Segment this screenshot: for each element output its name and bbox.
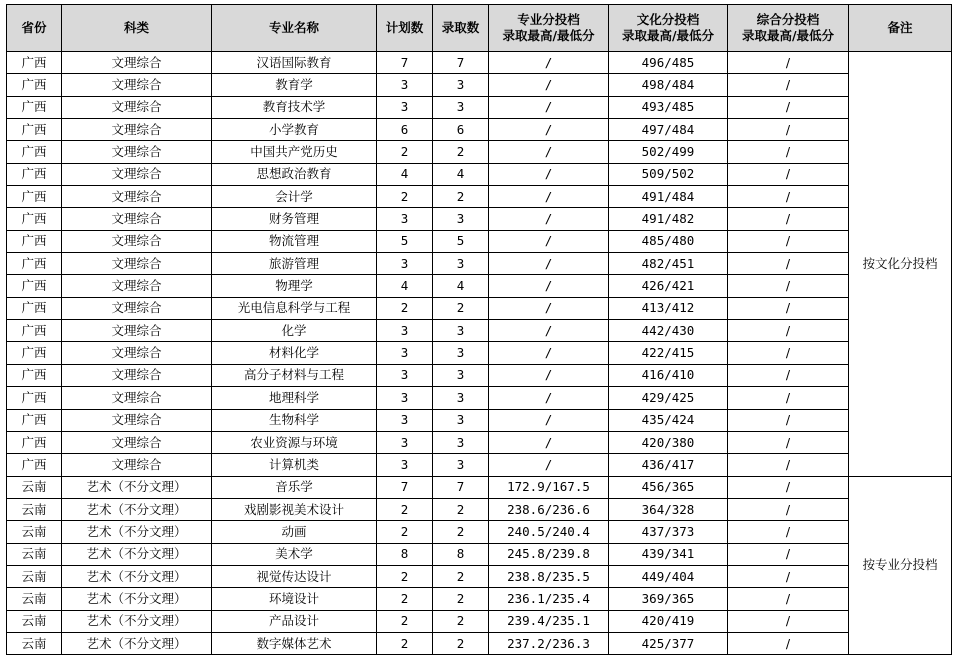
- header-cultural-line1: 文化分投档: [636, 12, 700, 27]
- cell-province: 广西: [7, 253, 62, 275]
- cell-major: 会计学: [212, 186, 377, 208]
- cell-cultural-score: 485/480: [609, 230, 728, 252]
- cell-admitted: 3: [433, 74, 489, 96]
- cell-admitted: 3: [433, 387, 489, 409]
- cell-admitted: 2: [433, 588, 489, 610]
- cell-cultural-score: 422/415: [609, 342, 728, 364]
- table-row: [7, 208, 952, 230]
- cell-plan: 2: [377, 297, 433, 319]
- cell-cultural-score: 442/430: [609, 320, 728, 342]
- table-row: [7, 297, 952, 319]
- cell-professional-score: /: [489, 230, 609, 252]
- cell-cultural-score: 498/484: [609, 74, 728, 96]
- cell-professional-score: 238.8/235.5: [489, 565, 609, 587]
- cell-composite-score: /: [728, 543, 849, 565]
- cell-province: 云南: [7, 565, 62, 587]
- cell-major: 教育学: [212, 74, 377, 96]
- cell-province: 广西: [7, 320, 62, 342]
- cell-province: 广西: [7, 275, 62, 297]
- cell-admitted: 8: [433, 543, 489, 565]
- cell-composite-score: /: [728, 253, 849, 275]
- table-row: [7, 342, 952, 364]
- cell-composite-score: /: [728, 96, 849, 118]
- header-professional-line2: 录取最高/最低分: [502, 28, 595, 43]
- cell-category: 文理综合: [62, 52, 212, 74]
- table-row: [7, 141, 952, 163]
- table-row: [7, 476, 952, 498]
- cell-category: 艺术（不分文理）: [62, 498, 212, 520]
- cell-province: 云南: [7, 610, 62, 632]
- cell-cultural-score: 456/365: [609, 476, 728, 498]
- cell-province: 广西: [7, 454, 62, 476]
- cell-admitted: 7: [433, 476, 489, 498]
- cell-plan: 4: [377, 163, 433, 185]
- table-row: [7, 253, 952, 275]
- cell-composite-score: /: [728, 141, 849, 163]
- cell-composite-score: /: [728, 476, 849, 498]
- cell-major: 计算机类: [212, 454, 377, 476]
- header-cultural-line2: 录取最高/最低分: [621, 28, 715, 43]
- cell-major: 材料化学: [212, 342, 377, 364]
- cell-professional-score: 239.4/235.1: [489, 610, 609, 632]
- header-row: [7, 5, 952, 52]
- cell-major: 音乐学: [212, 476, 377, 498]
- cell-cultural-score: 491/484: [609, 186, 728, 208]
- cell-province: 广西: [7, 96, 62, 118]
- cell-province: 广西: [7, 141, 62, 163]
- cell-composite-score: /: [728, 342, 849, 364]
- cell-composite-score: /: [728, 387, 849, 409]
- cell-composite-score: /: [728, 431, 849, 453]
- table-row: [7, 74, 952, 96]
- cell-plan: 6: [377, 119, 433, 141]
- cell-professional-score: 236.1/235.4: [489, 588, 609, 610]
- table-row: [7, 498, 952, 520]
- cell-admitted: 3: [433, 454, 489, 476]
- cell-cultural-score: 493/485: [609, 96, 728, 118]
- cell-professional-score: 172.9/167.5: [489, 476, 609, 498]
- cell-professional-score: /: [489, 454, 609, 476]
- cell-admitted: 3: [433, 320, 489, 342]
- cell-plan: 2: [377, 632, 433, 654]
- cell-admitted: 3: [433, 96, 489, 118]
- cell-composite-score: /: [728, 632, 849, 654]
- cell-province: 云南: [7, 476, 62, 498]
- table-row: [7, 610, 952, 632]
- cell-professional-score: /: [489, 163, 609, 185]
- table-row: [7, 52, 952, 74]
- cell-category: 文理综合: [62, 74, 212, 96]
- cell-plan: 8: [377, 543, 433, 565]
- cell-major: 视觉传达设计: [212, 565, 377, 587]
- cell-category: 文理综合: [62, 96, 212, 118]
- header-category: 科类: [62, 5, 212, 52]
- cell-plan: 3: [377, 74, 433, 96]
- table-row: [7, 454, 952, 476]
- cell-remarks: 按文化分投档: [849, 52, 952, 477]
- cell-plan: 3: [377, 387, 433, 409]
- cell-major: 动画: [212, 521, 377, 543]
- cell-cultural-score: 364/328: [609, 498, 728, 520]
- header-remarks: 备注: [849, 5, 952, 52]
- cell-province: 云南: [7, 521, 62, 543]
- cell-plan: 3: [377, 208, 433, 230]
- cell-professional-score: /: [489, 431, 609, 453]
- cell-composite-score: /: [728, 588, 849, 610]
- table-row: [7, 543, 952, 565]
- cell-professional-score: /: [489, 74, 609, 96]
- cell-cultural-score: 413/412: [609, 297, 728, 319]
- cell-major: 数字媒体艺术: [212, 632, 377, 654]
- cell-major: 环境设计: [212, 588, 377, 610]
- cell-plan: 3: [377, 364, 433, 386]
- cell-category: 文理综合: [62, 230, 212, 252]
- cell-professional-score: /: [489, 342, 609, 364]
- cell-category: 文理综合: [62, 253, 212, 275]
- cell-cultural-score: 491/482: [609, 208, 728, 230]
- cell-admitted: 6: [433, 119, 489, 141]
- cell-admitted: 2: [433, 498, 489, 520]
- cell-category: 文理综合: [62, 320, 212, 342]
- cell-category: 文理综合: [62, 409, 212, 431]
- header-cultural-score: [609, 5, 728, 52]
- cell-category: 文理综合: [62, 186, 212, 208]
- cell-admitted: 2: [433, 186, 489, 208]
- table-row: [7, 364, 952, 386]
- cell-cultural-score: 416/410: [609, 364, 728, 386]
- cell-category: 艺术（不分文理）: [62, 588, 212, 610]
- cell-composite-score: /: [728, 119, 849, 141]
- cell-professional-score: /: [489, 387, 609, 409]
- cell-province: 广西: [7, 431, 62, 453]
- cell-category: 文理综合: [62, 163, 212, 185]
- cell-admitted: 2: [433, 632, 489, 654]
- cell-professional-score: /: [489, 364, 609, 386]
- header-professional-score: [489, 5, 609, 52]
- table-row: [7, 387, 952, 409]
- header-admitted: 录取数: [433, 5, 489, 52]
- cell-professional-score: /: [489, 186, 609, 208]
- cell-major: 旅游管理: [212, 253, 377, 275]
- cell-plan: 3: [377, 96, 433, 118]
- cell-category: 文理综合: [62, 141, 212, 163]
- cell-category: 艺术（不分文理）: [62, 543, 212, 565]
- cell-plan: 3: [377, 431, 433, 453]
- cell-composite-score: /: [728, 610, 849, 632]
- cell-province: 云南: [7, 632, 62, 654]
- cell-composite-score: /: [728, 521, 849, 543]
- table-row: [7, 565, 952, 587]
- table-row: [7, 186, 952, 208]
- cell-plan: 7: [377, 52, 433, 74]
- cell-plan: 2: [377, 498, 433, 520]
- cell-province: 云南: [7, 498, 62, 520]
- cell-admitted: 4: [433, 275, 489, 297]
- cell-major: 财务管理: [212, 208, 377, 230]
- cell-category: 文理综合: [62, 431, 212, 453]
- table-row: [7, 320, 952, 342]
- cell-professional-score: 240.5/240.4: [489, 521, 609, 543]
- cell-major: 农业资源与环境: [212, 431, 377, 453]
- table-row: [7, 230, 952, 252]
- header-major: 专业名称: [212, 5, 377, 52]
- cell-cultural-score: 420/419: [609, 610, 728, 632]
- cell-major: 高分子材料与工程: [212, 364, 377, 386]
- cell-province: 广西: [7, 342, 62, 364]
- cell-category: 艺术（不分文理）: [62, 610, 212, 632]
- cell-composite-score: /: [728, 565, 849, 587]
- cell-cultural-score: 502/499: [609, 141, 728, 163]
- cell-province: 广西: [7, 119, 62, 141]
- cell-province: 云南: [7, 543, 62, 565]
- cell-major: 物流管理: [212, 230, 377, 252]
- cell-professional-score: /: [489, 320, 609, 342]
- cell-category: 文理综合: [62, 342, 212, 364]
- cell-composite-score: /: [728, 320, 849, 342]
- cell-major: 小学教育: [212, 119, 377, 141]
- cell-plan: 7: [377, 476, 433, 498]
- cell-major: 光电信息科学与工程: [212, 297, 377, 319]
- cell-professional-score: /: [489, 275, 609, 297]
- cell-major: 汉语国际教育: [212, 52, 377, 74]
- cell-admitted: 2: [433, 141, 489, 163]
- cell-plan: 2: [377, 521, 433, 543]
- cell-major: 思想政治教育: [212, 163, 377, 185]
- cell-major: 戏剧影视美术设计: [212, 498, 377, 520]
- cell-cultural-score: 420/380: [609, 431, 728, 453]
- cell-province: 广西: [7, 364, 62, 386]
- header-composite-score: [728, 5, 849, 52]
- cell-composite-score: /: [728, 275, 849, 297]
- cell-professional-score: /: [489, 297, 609, 319]
- cell-cultural-score: 369/365: [609, 588, 728, 610]
- header-composite-line2: 录取最高/最低分: [741, 28, 835, 43]
- cell-composite-score: /: [728, 52, 849, 74]
- cell-category: 文理综合: [62, 119, 212, 141]
- cell-professional-score: /: [489, 409, 609, 431]
- cell-professional-score: /: [489, 208, 609, 230]
- cell-admitted: 2: [433, 521, 489, 543]
- table-row: [7, 96, 952, 118]
- cell-admitted: 3: [433, 342, 489, 364]
- cell-province: 广西: [7, 208, 62, 230]
- header-professional-line1: 专业分投档: [517, 12, 580, 27]
- cell-cultural-score: 449/404: [609, 565, 728, 587]
- table-row: [7, 409, 952, 431]
- cell-plan: 3: [377, 320, 433, 342]
- table-row: [7, 119, 952, 141]
- cell-major: 生物科学: [212, 409, 377, 431]
- cell-cultural-score: 436/417: [609, 454, 728, 476]
- table-row: [7, 431, 952, 453]
- cell-plan: 4: [377, 275, 433, 297]
- cell-professional-score: /: [489, 52, 609, 74]
- cell-cultural-score: 437/373: [609, 521, 728, 543]
- cell-category: 文理综合: [62, 208, 212, 230]
- cell-admitted: 2: [433, 610, 489, 632]
- cell-plan: 3: [377, 342, 433, 364]
- cell-cultural-score: 425/377: [609, 632, 728, 654]
- table-row: [7, 275, 952, 297]
- cell-province: 云南: [7, 588, 62, 610]
- table-row: [7, 588, 952, 610]
- cell-category: 艺术（不分文理）: [62, 565, 212, 587]
- table-row: [7, 632, 952, 654]
- cell-province: 广西: [7, 230, 62, 252]
- cell-cultural-score: 482/451: [609, 253, 728, 275]
- cell-province: 广西: [7, 163, 62, 185]
- cell-admitted: 2: [433, 297, 489, 319]
- cell-plan: 2: [377, 565, 433, 587]
- cell-cultural-score: 439/341: [609, 543, 728, 565]
- cell-professional-score: 245.8/239.8: [489, 543, 609, 565]
- cell-professional-score: /: [489, 96, 609, 118]
- cell-category: 文理综合: [62, 275, 212, 297]
- cell-category: 文理综合: [62, 364, 212, 386]
- cell-composite-score: /: [728, 163, 849, 185]
- cell-province: 广西: [7, 74, 62, 96]
- cell-major: 地理科学: [212, 387, 377, 409]
- cell-admitted: 3: [433, 431, 489, 453]
- header-composite-line1: 综合分投档: [756, 12, 820, 27]
- cell-plan: 3: [377, 454, 433, 476]
- table-row: [7, 521, 952, 543]
- table-header: [7, 5, 952, 52]
- cell-admitted: 3: [433, 364, 489, 386]
- cell-plan: 3: [377, 409, 433, 431]
- cell-cultural-score: 426/421: [609, 275, 728, 297]
- cell-province: 广西: [7, 387, 62, 409]
- cell-cultural-score: 435/424: [609, 409, 728, 431]
- cell-composite-score: /: [728, 454, 849, 476]
- cell-professional-score: 238.6/236.6: [489, 498, 609, 520]
- cell-admitted: 3: [433, 208, 489, 230]
- cell-province: 广西: [7, 52, 62, 74]
- cell-remarks: 按专业分投档: [849, 476, 952, 655]
- cell-cultural-score: 496/485: [609, 52, 728, 74]
- cell-cultural-score: 509/502: [609, 163, 728, 185]
- table-row: [7, 163, 952, 185]
- admissions-table: [6, 4, 952, 655]
- cell-plan: 3: [377, 253, 433, 275]
- cell-category: 艺术（不分文理）: [62, 476, 212, 498]
- cell-major: 物理学: [212, 275, 377, 297]
- cell-category: 文理综合: [62, 387, 212, 409]
- header-plan: 计划数: [377, 5, 433, 52]
- cell-admitted: 5: [433, 230, 489, 252]
- cell-composite-score: /: [728, 498, 849, 520]
- cell-admitted: 4: [433, 163, 489, 185]
- header-province: 省份: [7, 5, 62, 52]
- cell-major: 教育技术学: [212, 96, 377, 118]
- cell-province: 广西: [7, 186, 62, 208]
- cell-cultural-score: 497/484: [609, 119, 728, 141]
- cell-plan: 2: [377, 610, 433, 632]
- cell-major: 化学: [212, 320, 377, 342]
- table-body: [7, 52, 952, 655]
- cell-category: 艺术（不分文理）: [62, 521, 212, 543]
- cell-composite-score: /: [728, 230, 849, 252]
- cell-major: 美术学: [212, 543, 377, 565]
- cell-cultural-score: 429/425: [609, 387, 728, 409]
- cell-admitted: 3: [433, 409, 489, 431]
- cell-professional-score: /: [489, 253, 609, 275]
- cell-professional-score: /: [489, 119, 609, 141]
- cell-composite-score: /: [728, 297, 849, 319]
- cell-professional-score: /: [489, 141, 609, 163]
- cell-province: 广西: [7, 297, 62, 319]
- cell-admitted: 7: [433, 52, 489, 74]
- cell-major: 中国共产党历史: [212, 141, 377, 163]
- cell-composite-score: /: [728, 364, 849, 386]
- cell-admitted: 3: [433, 253, 489, 275]
- cell-composite-score: /: [728, 186, 849, 208]
- cell-plan: 2: [377, 588, 433, 610]
- cell-category: 艺术（不分文理）: [62, 632, 212, 654]
- cell-category: 文理综合: [62, 454, 212, 476]
- cell-major: 产品设计: [212, 610, 377, 632]
- cell-composite-score: /: [728, 208, 849, 230]
- cell-composite-score: /: [728, 409, 849, 431]
- cell-professional-score: 237.2/236.3: [489, 632, 609, 654]
- cell-plan: 2: [377, 141, 433, 163]
- cell-composite-score: /: [728, 74, 849, 96]
- cell-category: 文理综合: [62, 297, 212, 319]
- cell-admitted: 2: [433, 565, 489, 587]
- cell-province: 广西: [7, 409, 62, 431]
- cell-plan: 2: [377, 186, 433, 208]
- cell-plan: 5: [377, 230, 433, 252]
